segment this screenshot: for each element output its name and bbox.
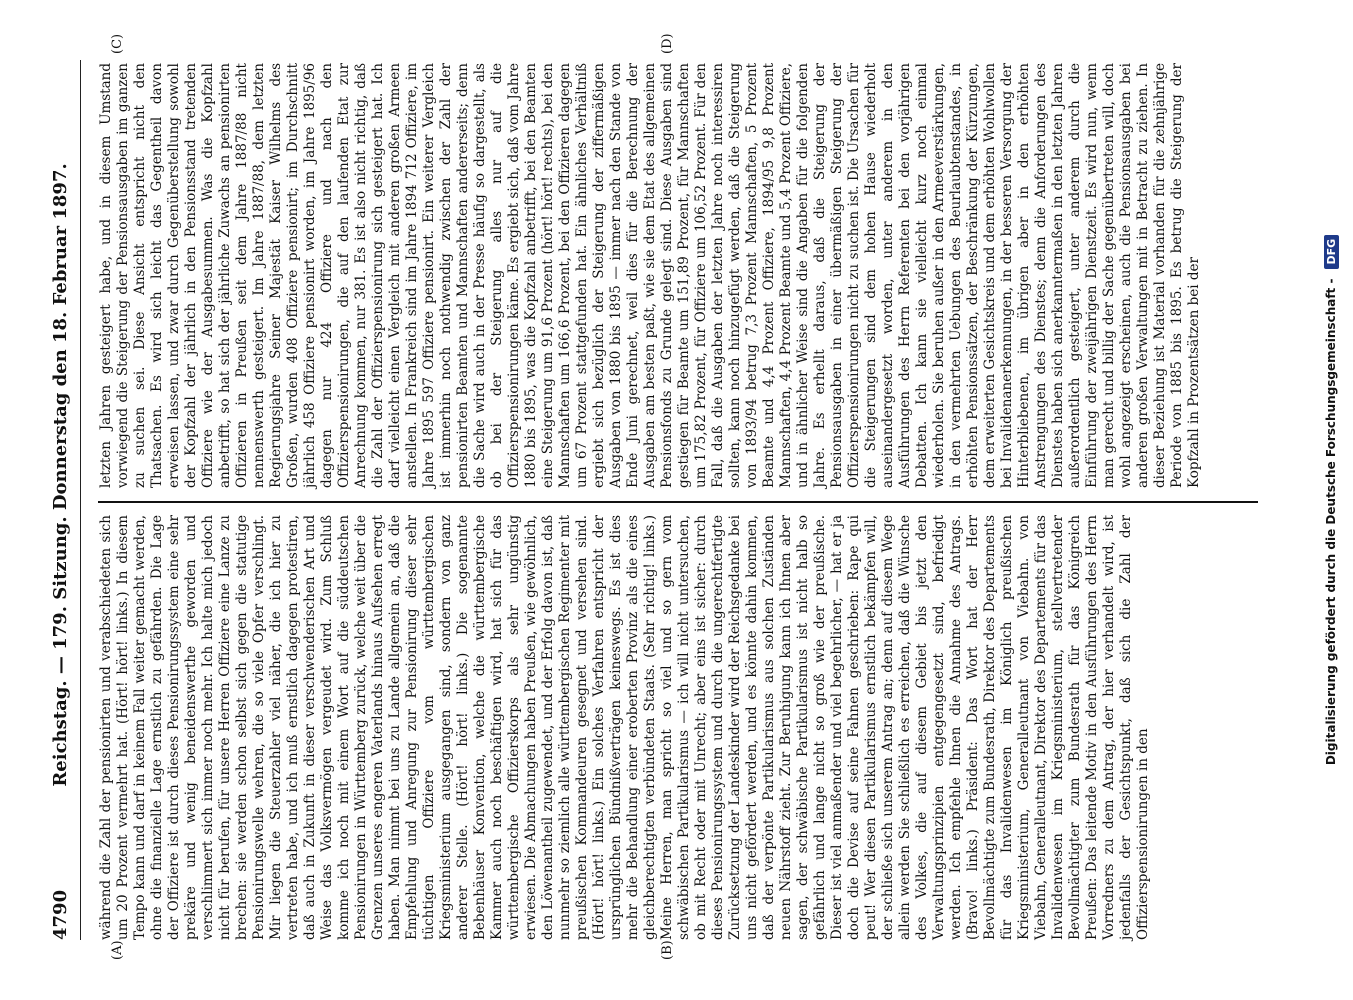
digitization-credit [1320, 0, 1342, 1000]
margin-marker-c: (C) [110, 33, 125, 54]
page-header [40, 60, 81, 940]
page-number: 4790 [49, 889, 71, 940]
margin-marker-a: (A) [110, 940, 125, 960]
right-column: letzten Jahren gesteigert habe, und in diesem Umstand vorwiegend die Steigerung der Pensionsausgaben im ganzen zu suchen sei. Diese Ansicht entspricht nicht den Thatsachen. Es wird sich leicht das Gegentheil davon erweisen lassen, und zwar durch Gegenüberstellung sowohl der Kopfzahl der jährlich in den Pensionsstand tretenden Offiziere wie der Ausgabesummen. Was die Kopfzahl anbetrifft, so hat sich der jährliche Zuwachs an pensionirten Offizieren in Preußen seit dem Jahre 1887/88 nicht nennenswerth gesteigert. Im Jahre 1887/88, dem letzten Regierungsjahre Seiner Majestät Kaiser Wilhelms des Großen, wurden 408 Offiziere pensionirt; im Durchschnitt jährlich 458 Offiziere pensionirt worden, im Jahre 1895/96 dagegen nur 424 Offiziere und nach den Offizierspensionirungen, die auf den laufenden Etat zur Anrechnung kommen, nur 381. Es ist also nicht richtig, daß die Zahl der Offizierspensionirung sich gesteigert hat. Ich darf vielleicht einen Vergleich mit anderen großen Armeen anstellen. In Frankreich sind im Jahre 1894 712 Offiziere, im Jahre 1895 597 Offiziere pensionirt. Ein weiterer Vergleich ist immerhin noch nothwendig zwischen der Zahl der pensionirten Beamten und Mannschaften andererseits; denn die Sache wird auch in der Presse häufig so dargestellt, als ob bei der Steigerung alles nur auf die Offizierspensionirungen käme. Es ergiebt sich, daß vom Jahre 1880 bis 1895, was die Kopfzahl anbetrifft, bei den Beamten eine Steigerung um 91,6 Prozent (hört! hört! rechts), bei den Mannschaften um 166,6 Prozent, bei den Offizieren dagegen um 67 Prozent stattgefunden hat. Ein ähnliches Verhältniß ergiebt sich bezüglich der Steigerung der ziffermäßigen Ausgaben von 1880 bis 1895 — immer nach den Stande von Ende Juni gerechnet, weil dies für die Berechnung der Ausgaben am besten paßt, wie sie dem Etat des allgemeinen Pensionsfonds zu Grunde gelegt sind. Diese Ausgaben sind gestiegen für Beamte um 151,89 Prozent, für Mannschaften um 175,82 Prozent, für Offiziere um 106,52 Prozent. Für den Fall, daß die Ausgaben der letzten Jahre noch interessiren sollten, kann noch hinzugefügt werden, daß die Steigerung von 1893/94 betrug 7,3 Prozent Mannschaften, 5 Prozent Beamte und 4,4 Prozent Offiziere, 1894/95 9,8 Prozent Mannschaften, 4,4 Prozent Beamte und 5,4 Prozent Offiziere, und in ähnlicher Weise sind die Angaben für die folgenden Jahre. Es erhellt daraus, daß die Steigerung der Pensionsausgaben in einer übermäßigen Steigerung der Offizierspensionirungen nicht zu suchen ist. Die Ursachen für die Steigerungen sind dem hohen Hause wiederholt auseinandergesetzt worden, unter anderem in den Ausführungen des Herrn Referenten bei den vorjährigen Debatten. Ich kann sie vielleicht kurz noch einmal wiederholen. Sie beruhen außer in den Armeeverstärkungen, in den vermehrten Uebungen des Beurlaubtenstandes, in erhöhten Pensionssätzen, der Beschränkung der Kürzungen, dem erweiterten Gesichtskreis und dem erhöhten Wohlwollen bei Invalidenanerkennungen, in der besseren Versorgung der Hinterbliebenen, im übrigen aber in den erhöhten Anstrengungen des Dienstes; denn die Anforderungen des Dienstes haben sich anerkanntermaßen in den letzten Jahren außerordentlich gesteigert, unter anderem durch die Einführung der zweijährigen Dienstzeit. Es wird nun, wenn man gerecht und billig der Sache gegenübertreten will, doch wohl angezeigt erscheinen, auch die Pensionsausgaben bei anderen großen Verwaltungen mit in Betracht zu ziehen. In dieser Beziehung ist Material vorhanden für die zehnjährige Periode von 1885 bis 1895. Es betrug die Steigerung der Kopfzahl in Prozentsätzen bei der [98, 63, 1202, 488]
margin-marker-b: (B) [660, 940, 675, 960]
margin-marker-d: (D) [660, 33, 675, 54]
dfg-logo: DFG [1324, 235, 1339, 269]
credit-text: Digitalisierung gefördert durch die Deutsche Forschungsgemeinschaft - [1324, 278, 1338, 766]
left-column: während die Zahl der pensionirten und verabschiedeten sich um 20 Prozent vermehrt hat. (Hört! hört! links.) In diesem Tempo kann und darf in keinem Fall weiter gemacht werden, ohne die finanzielle Lage ernstlich zu gefährden. Die Lage der Offiziere ist durch dieses Pensionirungssystem eine sehr prekäre und wenig beneidenswerthe geworden und verschlimmert sich immer noch mehr. Ich halte mich jedoch nicht für berufen, für unsere Herren Offiziere eine Lanze zu brechen: sie werden schon selbst sich gegen die statutige Pensionirungswelle wehren, die so viele Opfer verschlingt. Mir liegen die Steuerzahler viel näher, die ich hier zu vertreten habe, und ich muß ernstlich dagegen protestiren, daß auch in Zukunft in dieser verschwenderischen Art und Weise das Volksvermögen vergeudet wird. Zum Schluß komme ich noch mit einem Wort auf die süddeutschen Pensionirungen in Württemberg zurück, welche weit über die Grenzen unseres engeren Vaterlands hinaus Aufsehen erregt haben. Man nimmt bei uns zu Lande allgemein an, daß die Empfehlung und Anregung zur Pensionirung dieser sehr tüchtigen Offiziere vom württembergischen Kriegsministerium ausgegangen sind, sondern von ganz anderer Stelle. (Hört! hört! links.) Die sogenannte Bebenhäuser Konvention, welche die württembergische Kammer auch noch beschäftigen wird, hat sich für das württembergische Offizierskorps als sehr ungünstig erwiesen. Die Abmachungen haben Preußen, wie gewöhnlich, den Löwenantheil zugewendet, und der Erfolg davon ist, daß nunmehr so ziemlich alle württembergischen Regimenter mit preußischen Kommandeuren gesegnet und versehen sind. (Hört! hört! links.) Ein solches Verfahren entspricht der ursprünglichen Bündnißverträgen keineswegs. Es ist dies mehr die Behandlung einer eroberten Provinz als die eines gleichberechtigten verbündeten Staats. (Sehr richtig! links.) Meine Herren, man spricht so viel und so gern vom schwäbischen Partikularismus — ich will nicht untersuchen, ob mit Recht oder mit Unrecht; aber eins ist sicher: durch dieses Pensionirungssystem und durch die ungerechtfertigte Zurücksetzung der Landeskinder wird der Reichsgedanke bei uns nicht gefördert werden, und es könnte dahin kommen, daß der verpönte Partikularismus aus solchen Zuständen neuen Nährstoff zieht. Zur Beruhigung kann ich Ihnen aber sagen, der schwäbische Partikularismus ist nicht halb so gefährlich und lange nicht so groß wie der preußische. Dieser ist viel anmaßender und viel begehrlicher, — hat er ja doch die Devise auf seine Fahnen geschrieben: Rape qui peut! Wer diesen Partikularismus ernstlich bekämpfen will, der schließe sich unserem Antrag an; denn auf diesem Wege allein werden Sie schließlich es erreichen, daß die Wünsche des Volkes, die auf diesem Gebiet bis jetzt den Verwaltungsprinzipien entgegengesetzt sind, befriedigt werden. Ich empfehle Ihnen die Annahme des Antrags. (Bravo! links.) Präsident: Das Wort hat der Herr Bevollmächtigte zum Bundesrath, Direktor des Departements für das Invalidenwesen im Königlich preußischen Kriegsministerium, Generalleutnant von Viebahn. von Viebahn, Generalleutnant, Direktor des Departements für das Invalidenwesen im Kriegsministerium, stellvertretender Bevollmächtigter zum Bundesrath für das Königreich Preußen: Das leitende Motiv in den Ausführungen des Herrn Vorredners zu dem Antrag, der hier verhandelt wird, ist jedenfalls der Gesichtspunkt, daß sich die Zahl der Offizierspensionirungen in den [98, 501, 1258, 940]
session-title: Reichstag. — 179. Sitzung. Donnerstag den 18. Februar 1897. [49, 163, 71, 787]
